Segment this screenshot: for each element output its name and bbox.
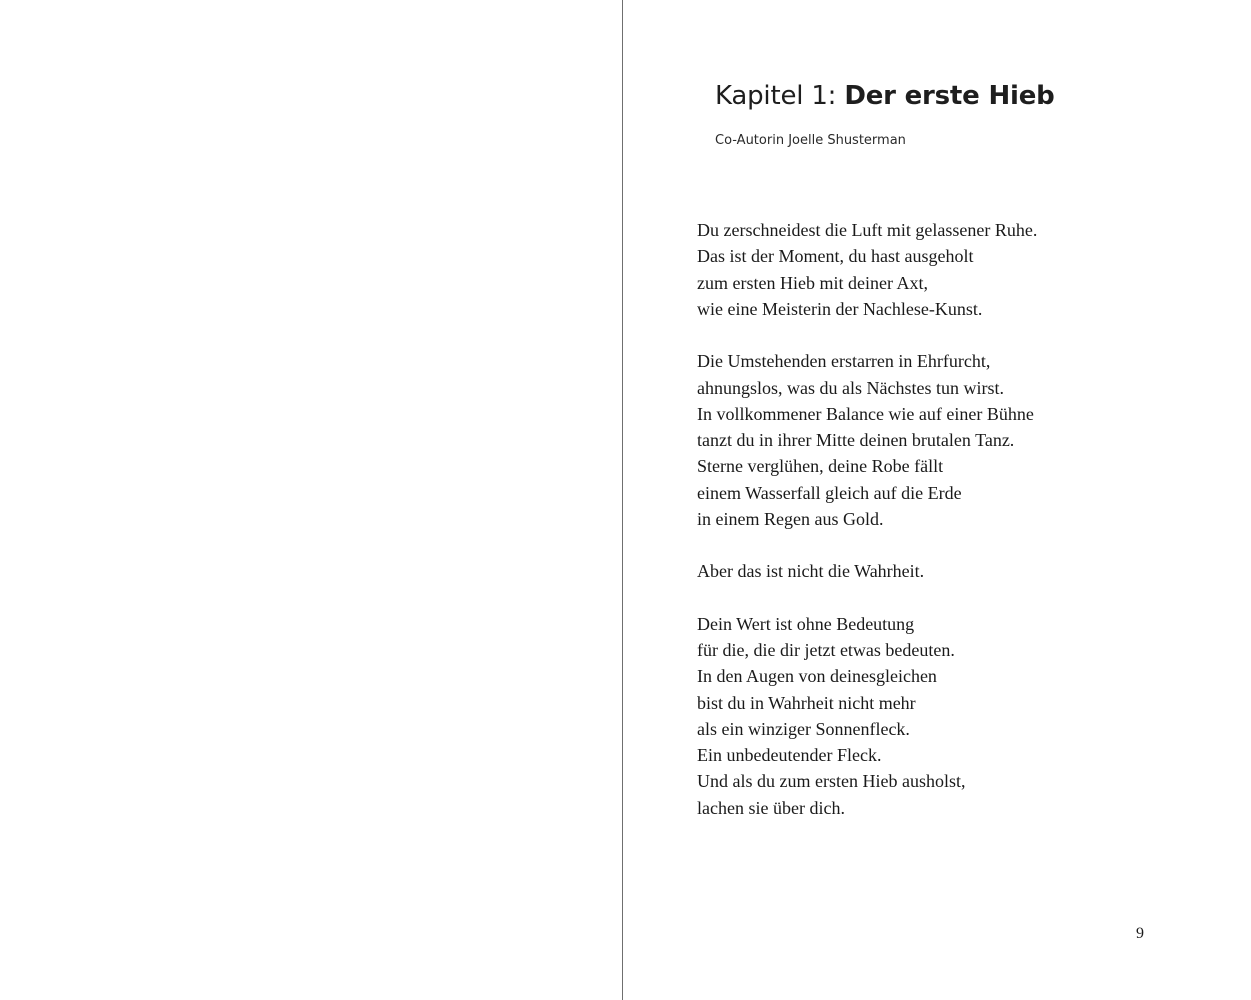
poem-line: als ein winziger Sonnenfleck.	[697, 718, 910, 739]
poem-body	[697, 217, 1217, 821]
poem-line: Und als du zum ersten Hieb ausholst,	[697, 771, 966, 792]
poem-line: In vollkommener Balance wie auf einer Bühne	[697, 403, 1034, 424]
left-page-blank	[0, 0, 622, 1000]
poem-line: Sterne verglühen, deine Robe fällt	[697, 456, 944, 477]
chapter-name: Der erste Hieb	[844, 81, 1055, 111]
poem-line: Aber das ist nicht die Wahrheit.	[697, 561, 925, 582]
right-page	[623, 0, 1251, 1000]
stanza	[697, 348, 1217, 532]
poem-line: in einem Regen aus Gold.	[697, 508, 884, 529]
stanza	[697, 611, 1217, 821]
poem-line: einem Wasserfall gleich auf die Erde	[697, 482, 962, 503]
poem-line: Ein unbedeutender Fleck.	[697, 745, 882, 765]
poem-line: Du zerschneidest die Luft mit gelassener Ruhe.	[697, 220, 1038, 240]
poem-line: Dein Wert ist ohne Bedeutung	[697, 613, 915, 634]
poem-line: bist du in Wahrheit nicht mehr	[697, 692, 916, 713]
chapter-title	[715, 78, 1055, 114]
poem-line: In den Augen von deinesgleichen	[697, 666, 937, 687]
poem-line: für die, die dir jetzt etwas bedeuten.	[697, 640, 955, 660]
poem-line: lachen sie über dich.	[697, 797, 845, 818]
page-number: 9	[1136, 925, 1144, 942]
stanza	[697, 558, 1217, 584]
poem-line: ahnungslos, was du als Nächstes tun wirst.	[697, 377, 1004, 398]
poem-line: tanzt du in ihrer Mitte deinen brutalen Tanz.	[697, 430, 1015, 450]
stanza	[697, 217, 1217, 322]
coauthor-credit: Co-Autorin Joelle Shusterman	[715, 133, 906, 148]
poem-line: zum ersten Hieb mit deiner Axt,	[697, 272, 928, 293]
poem-line: Die Umstehenden erstarren in Ehrfurcht,	[697, 351, 991, 372]
poem-line: wie eine Meisterin der Nachlese-Kunst.	[697, 298, 983, 319]
chapter-label: Kapitel 1:	[715, 81, 837, 111]
poem-line: Das ist der Moment, du hast ausgeholt	[697, 246, 974, 267]
